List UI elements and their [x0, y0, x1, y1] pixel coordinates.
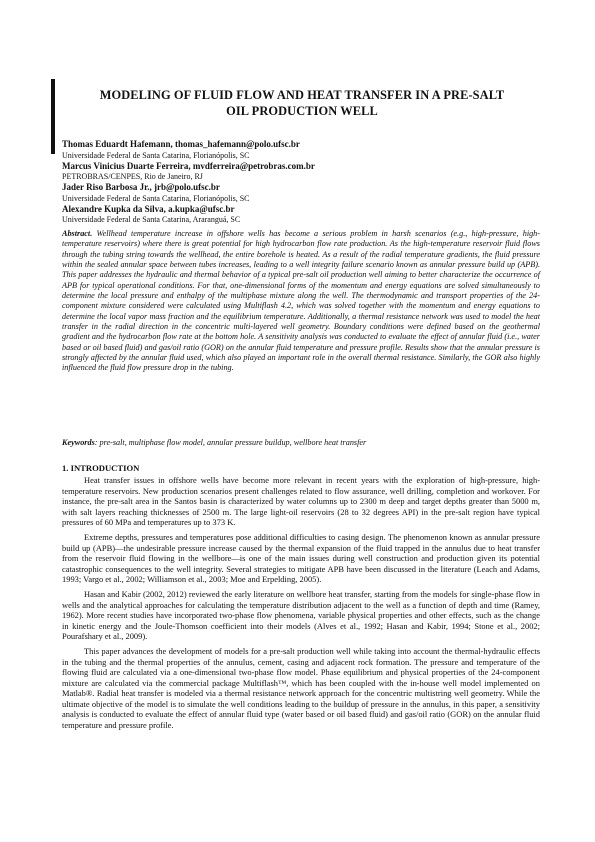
abstract	[62, 229, 540, 374]
keywords-text: : pre-salt, multiphase flow model, annular pressure buildup, wellbore heat transfer	[94, 438, 367, 447]
author-affiliation: Universidade Federal de Santa Catarina, Florianópolis, SC	[62, 193, 250, 203]
author-name: Jader Riso Barbosa Jr., jrb@polo.ufsc.br	[62, 182, 220, 192]
author-affiliation: Universidade Federal de Santa Catarina, Florianópolis, SC	[62, 150, 250, 160]
author-name: Thomas Eduardt Hafemann, thomas_hafemann@polo.ufsc.br	[62, 139, 300, 149]
paragraph: Hasan and Kabir (2002, 2012) reviewed the early literature on wellbore heat transfer, starting from the models for single-phase flow in wells and the analytical approaches for calculating the temperature distribution adjacent to the well as a function of depth and time (Ramey, 1962). More recent studies have incorporated two-phase flow phenomena, variable physical properties and other effects, such as the change in kinetic energy and the Joule-Thomson coefficient into their models (Alves et al., 1992; Hasan and Kabir, 1994; Stone et al., 2002; Pourafshary et al., 2009).	[62, 589, 540, 642]
author-affiliation: Universidade Federal de Santa Catarina, Araranguá, SC	[62, 215, 241, 224]
author-affiliation: PETROBRAS/CENPES, Rio de Janeiro, RJ	[62, 172, 203, 181]
paragraph: Extreme depths, pressures and temperatures pose additional difficulties to casing design. The phenomenon known as annular pressure build up (APB)—the undesirable pressure increase caused by the thermal expansion of the fluid trapped in the annulus due to heat transfer from the reservoir fluid flowing in the wellbore—is one of the main issues during well construction and production given its potential catastrophic consequences to the well integrity. Several strategies to mitigate APB have been discussed in the literature (Leach and Adams, 1993; Vargo et al., 2002; Williamson et al., 2003; Moe and Erpelding, 2005).	[62, 532, 540, 585]
paragraph: This paper advances the development of models for a pre-salt production well while taking into account the thermal-hydraulic effects in the tubing and the thermal properties of the annulus, cement, casing and adjacent rock formation. The pressure and temperature of the flowing fluid are calculated via a one-dimensional two-phase flow model. Phase equilibrium and physical properties of the 24-component mixture are calculated via the commercial package Multiflash™, which has been coupled with the in-house well model implemented on Matlab®. Radial heat transfer is modeled via a thermal resistance network approach for the concentric multistring well geometry. While the ultimate objective of the model is to simulate the well conditions leading to the buildup of pressure in the annulus, in this paper, a sensitivity analysis is conducted to evaluate the effect of annular fluid type (water based or oil based fluid) and gas/oil ratio (GOR) on the annular fluid temperature and pressure profile.	[62, 646, 540, 730]
paragraph: Heat transfer issues in offshore wells have become more relevant in recent years with the exploration of high-pressure, high-temperature reservoirs. New production scenarios present challenges related to flow assurance, well drilling, completion and workover. For instance, the pre-salt area in the Santos basin is characterized by water columns up to 2300 m deep and target depths greater than 5000 m, with salt layers reaching thicknesses of 2500 m. The large light-oil reservoirs (28 to 32 degrees API) in the pre-salt region have typical pressures of 60 MPa and temperatures up to 373 K.	[62, 475, 540, 528]
title-line-1: MODELING OF FLUID FLOW AND HEAT TRANSFER IN A PRE-SALT	[99, 88, 505, 102]
paper-title	[62, 87, 542, 119]
abstract-text: Wellhead temperature increase in offshore wells has become a serious problem in harsh scenarios (e.g., high-pressure, high-temperature reservoirs) where there is great potential for high hydrocarbon flow rate production. As the high-temperature reservoir fluid flows through the tubing string towards the wellhead, the entire borehole is heated. As a result of the radial temperature gradients, the fluid pressure within the sealed annular space between tubes increases, leading to a well integrity failure scenario known as annular pressure build up (APB). This paper addresses the hydraulic and thermal behavior of a typical pre-salt oil production well aiming to better characterize the occurrence of APB for typical operational conditions. For that, one-dimensional forms of the momentum and energy equations are solved simultaneously to determine the local pressure and enthalpy of the multiphase mixture along the well. The thermodynamic and transport properties of the 24-component mixture considered were calculated using Multiflash 4.2, which was solved together with the momentum and energy equations to determine the local vapor mass fraction and the equilibrium temperature. Additionally, a thermal resistance network was used to model the heat transfer in the radial direction in the concentric multi-layered well geometry. Boundary conditions were defined based on the geothermal gradient and the hydrocarbon flow rate at the bottom hole. A sensitivity analysis was conducted to evaluate the effect of annular fluid (i.e., water based or oil based fluid) and gas/oil ratio (GOR) on the annular fluid temperature and pressure profile. Results show that the annular pressure is strongly affected by the annular fluid used, which also played an important role in the overall thermal resistance. Similarly, the GOR also highly influenced the fluid flow pressure drop in the tubing.	[62, 229, 541, 373]
abstract-label: Abstract.	[62, 229, 93, 238]
author-name: Marcus Vinicius Duarte Ferreira, mvdferreira@petrobras.com.br	[62, 160, 315, 171]
section-heading: 1. INTRODUCTION	[62, 463, 140, 473]
margin-bar	[51, 79, 55, 154]
keywords-label: Keywords	[62, 438, 95, 447]
author-block	[62, 139, 532, 225]
title-line-2: OIL PRODUCTION WELL	[226, 104, 378, 118]
author-name: Alexandre Kupka da Silva, a.kupka@ufsc.br	[62, 203, 235, 214]
body-text	[62, 475, 540, 735]
keywords	[62, 438, 540, 449]
